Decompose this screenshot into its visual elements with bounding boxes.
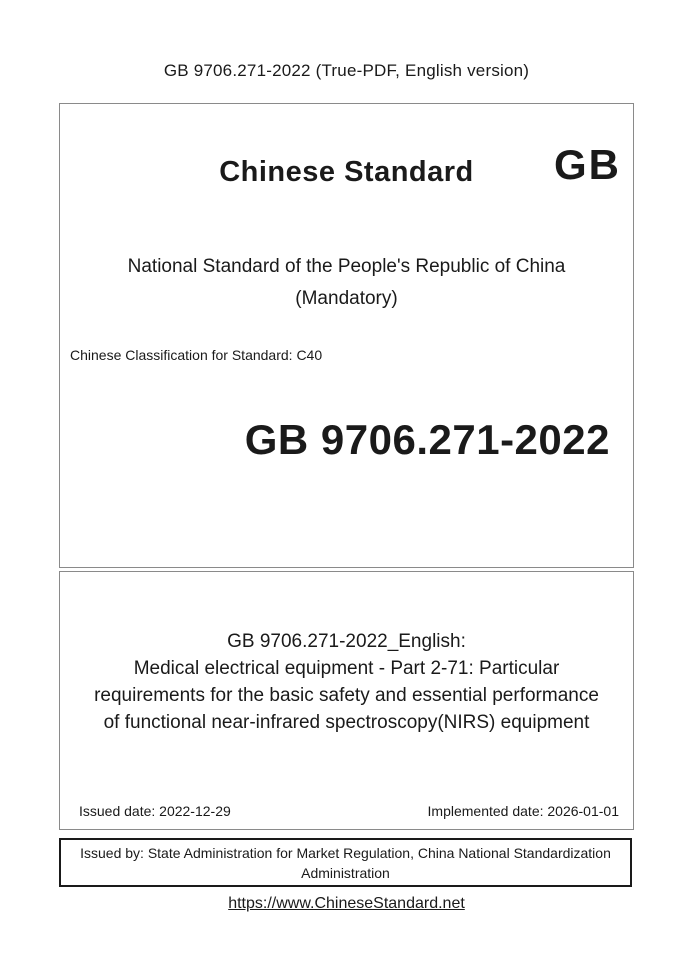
issued-date: Issued date: 2022-12-29 [79,803,231,819]
classification-line: Chinese Classification for Standard: C40 [70,347,323,363]
issuer-line: Administration [301,865,390,881]
description-line: of functional near-infrared spectroscopy(NIRS) equipment [103,712,590,733]
implemented-date: Implemented date: 2026-01-01 [427,803,619,819]
page-header: GB 9706.271-2022 (True-PDF, English version) [163,61,530,80]
description-line: Medical electrical equipment - Part 2-71: Particular [133,658,560,679]
description-box [59,571,634,830]
footer [0,895,693,913]
brand-title: Chinese Standard [219,156,474,188]
cover-box [59,103,634,568]
mandatory-line: (Mandatory) [295,288,398,309]
issuer-line: Issued by: State Administration for Market Regulation, China National Standardization [80,845,611,861]
national-standard-line: National Standard of the People's Republic of China [127,256,566,277]
standard-number: GB 9706.271-2022 [244,416,610,463]
description-text [60,628,633,736]
issuer-box [59,838,632,887]
dates-row [60,803,633,819]
gb-logo: GB [554,141,621,188]
description-line-title: GB 9706.271-2022_English: [227,631,466,652]
description-line: requirements for the basic safety and essential performance [94,685,599,706]
website-link[interactable]: https://www.ChineseStandard.net [228,895,465,912]
